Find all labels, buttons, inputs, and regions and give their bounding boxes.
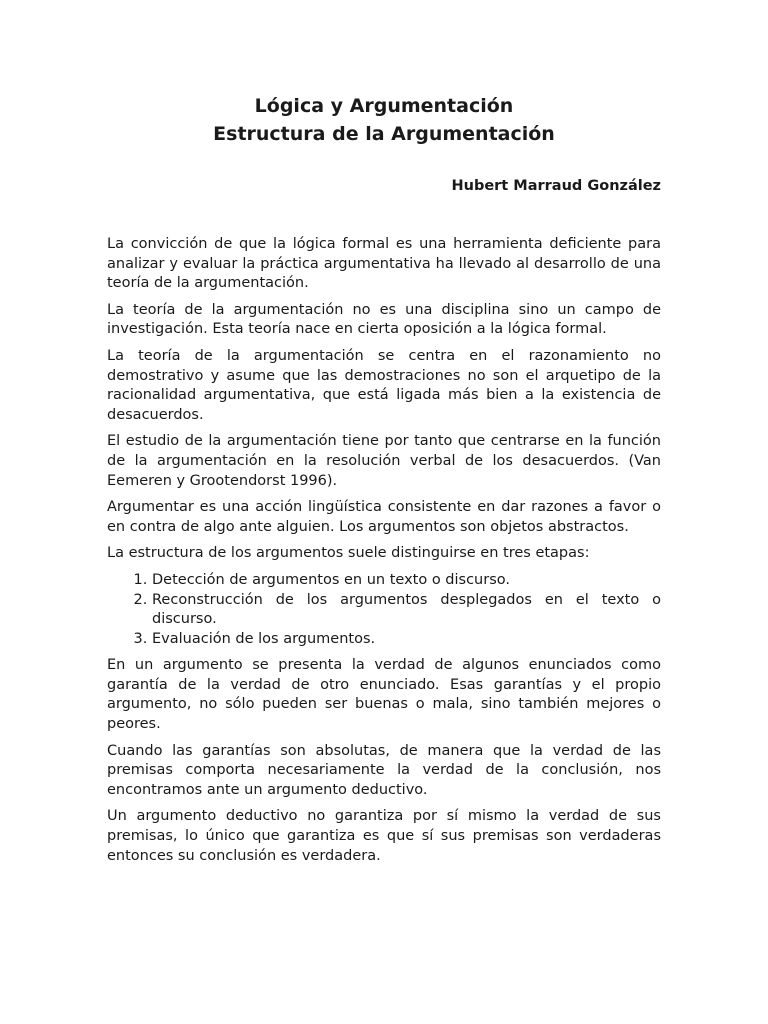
body-paragraph: Cuando las garantías son absolutas, de manera que la verdad de las premisas comporta necesariamente la verdad de la conclusión, nos encontramos ante un argumento deductivo.	[107, 742, 661, 798]
body-paragraph: La teoría de la argumentación no es una disciplina sino un campo de investigación. Esta teoría nace en cierta oposición a la lógica formal.	[107, 301, 661, 338]
body-paragraph: La estructura de los argumentos suele distinguirse en tres etapas:	[107, 545, 590, 562]
body-paragraph: La teoría de la argumentación se centra en el razonamiento no demostrativo y asume que las demostraciones no son el arquetipo de la racionalidad argumentativa, que está ligada más bien a la existencia de desacuerdos.	[107, 347, 661, 423]
stages-list	[107, 571, 661, 649]
document-title: Lógica y Argumentación	[254, 95, 514, 117]
list-item: 2. Reconstrucción de los argumentos desplegados en el texto o discurso.	[152, 591, 661, 630]
author-name: Hubert Marraud González	[451, 178, 661, 194]
document-body	[107, 235, 661, 873]
body-paragraph: El estudio de la argumentación tiene por tanto que centrarse en la función de la argumentación en la resolución verbal de los desacuerdos. (Van Eemeren y Grootendorst 1996).	[107, 433, 661, 489]
body-paragraph: En un argumento se presenta la verdad de algunos enunciados como garantía de la verdad de otro enunciado. Esas garantías y el propio argumento, no sólo pueden ser buenas o mala, sino también mejores o peores.	[107, 657, 661, 733]
body-paragraph: La convicción de que la lógica formal es una herramienta deficiente para analizar y evaluar la práctica argumentativa ha llevado al desarrollo de una teoría de la argumentación.	[107, 236, 661, 292]
list-item: 1. Detección de argumentos en un texto o discurso.	[152, 571, 661, 591]
list-item: 3. Evaluación de los argumentos.	[152, 630, 661, 650]
title-block	[0, 92, 768, 148]
body-paragraph: Un argumento deductivo no garantiza por sí mismo la verdad de sus premisas, lo único que garantiza es que sí sus premisas son verdaderas entonces su conclusión es verdadera.	[107, 808, 661, 864]
body-paragraph: Argumentar es una acción lingüística consistente en dar razones a favor o en contra de algo ante alguien. Los argumentos son objetos abstractos.	[107, 499, 661, 535]
document-subtitle: Estructura de la Argumentación	[213, 123, 555, 145]
